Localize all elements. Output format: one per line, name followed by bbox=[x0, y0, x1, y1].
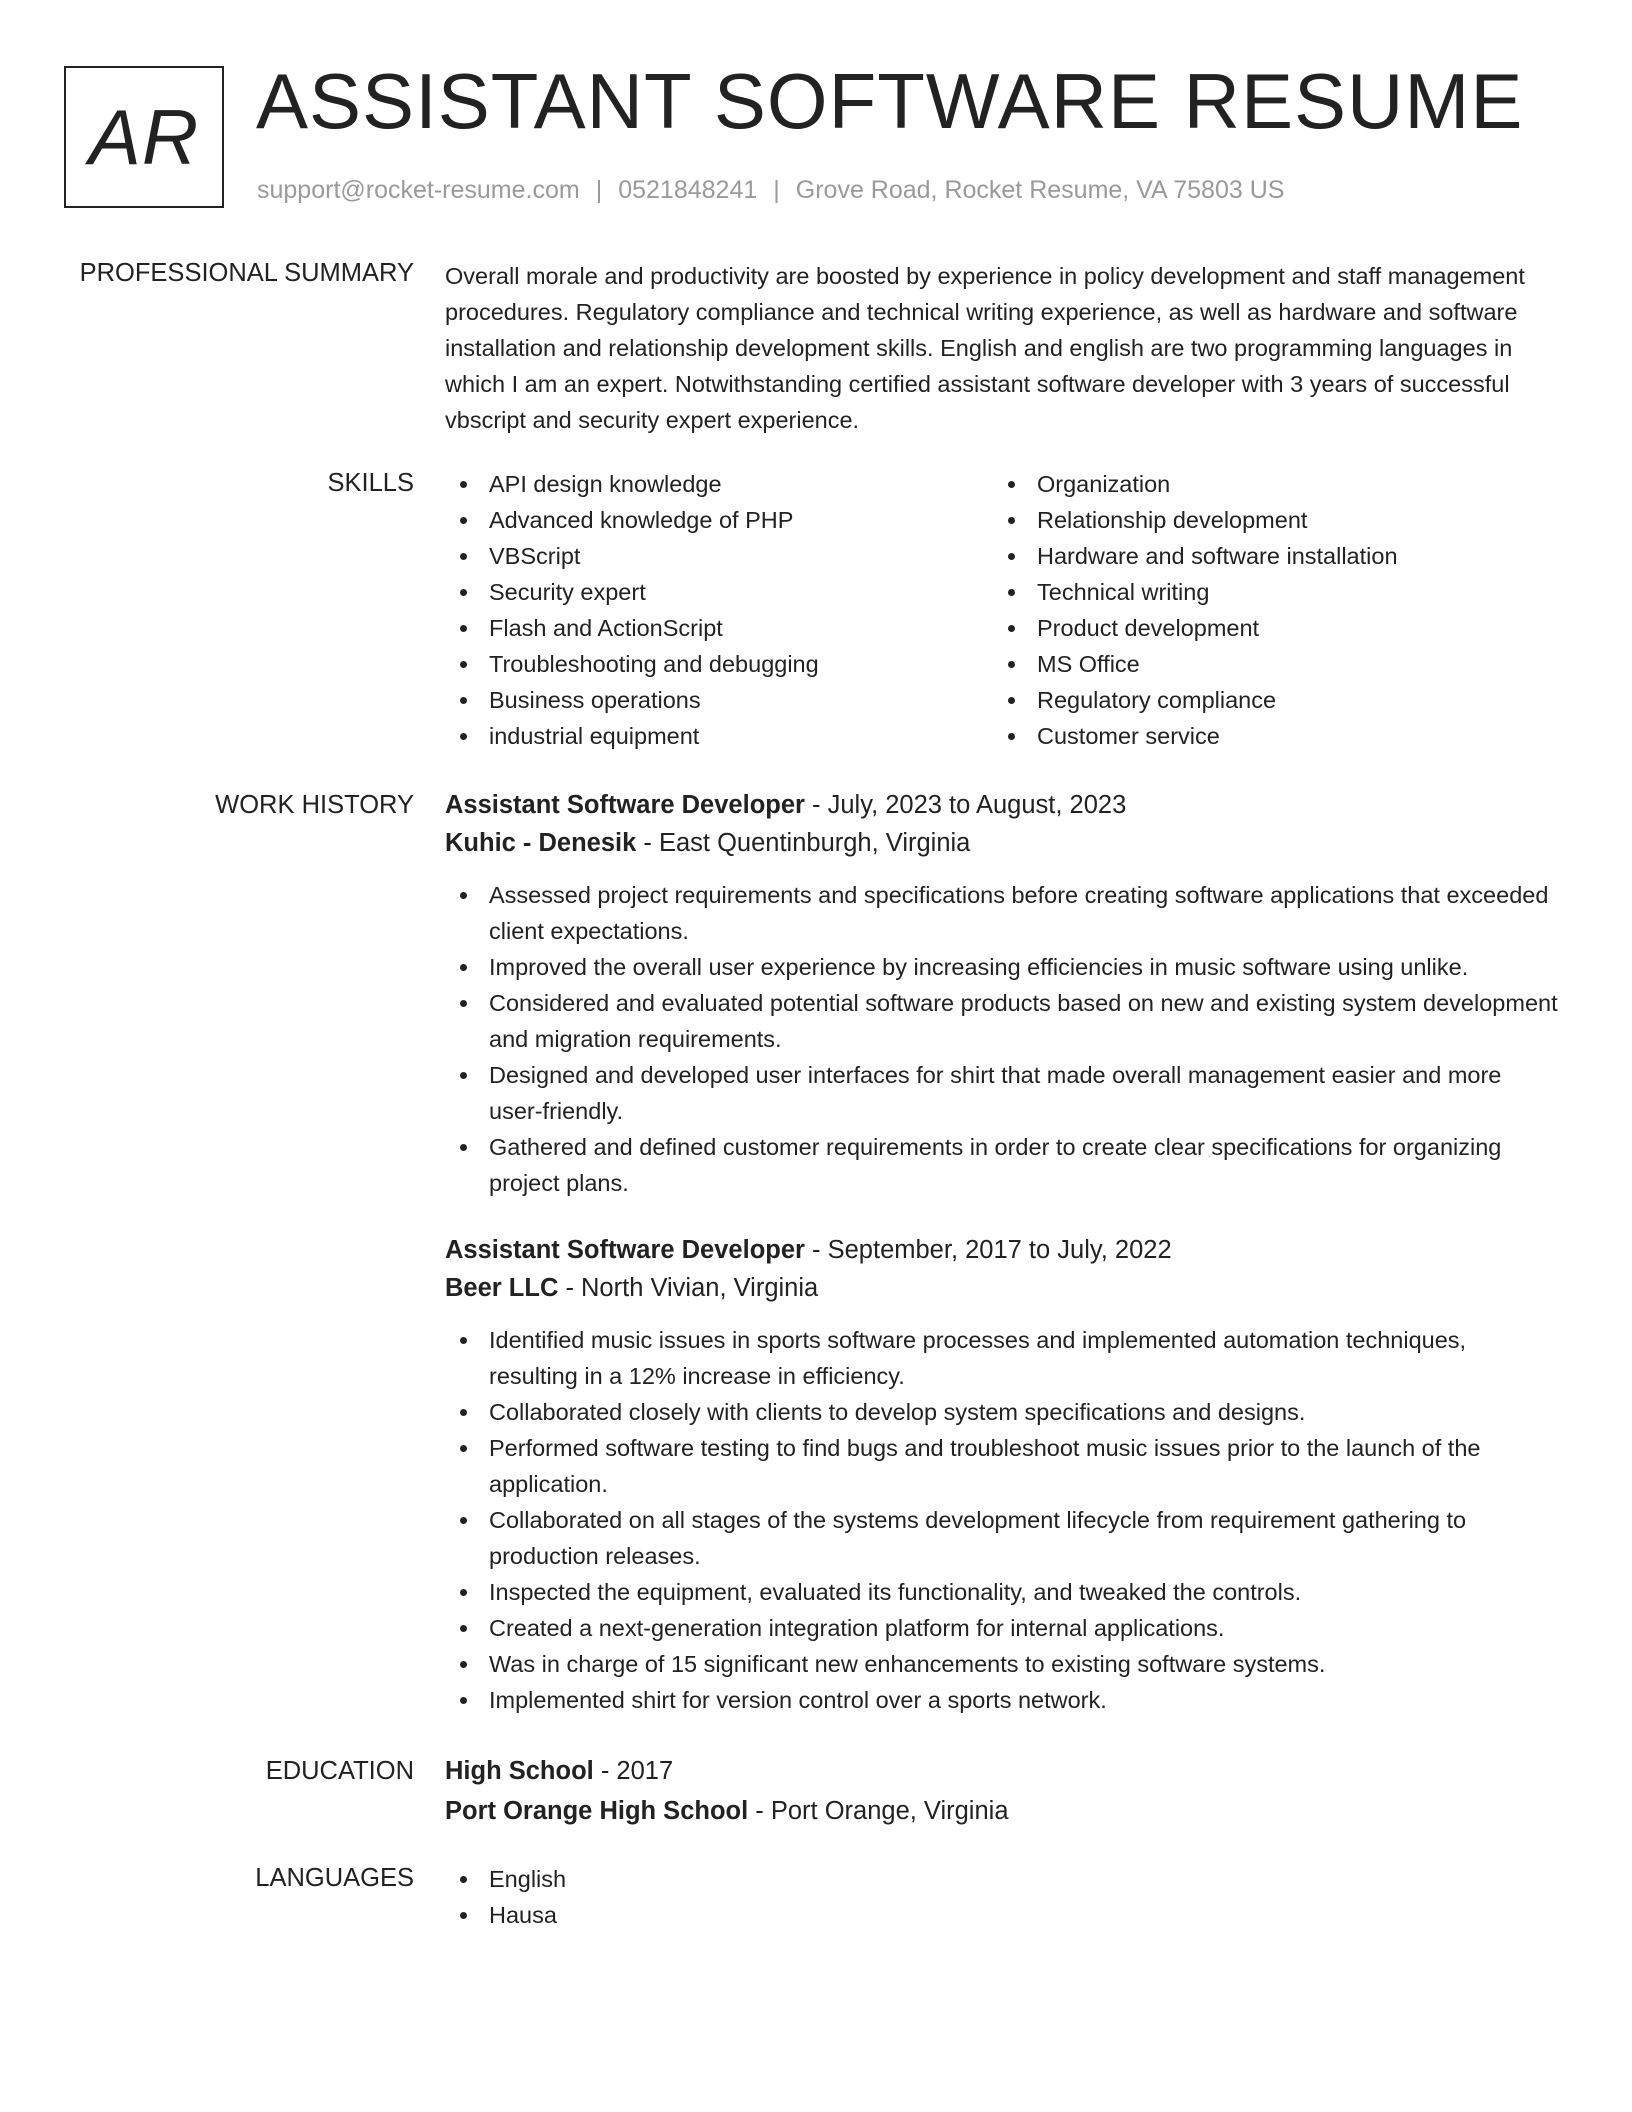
skill-item: Hardware and software installation bbox=[993, 538, 1541, 574]
job-bullet: Inspected the equipment, evaluated its functionality, and tweaked the controls. bbox=[445, 1574, 1560, 1610]
job-bullet: Considered and evaluated potential software products based on new and existing system development and migration requirements. bbox=[445, 985, 1560, 1057]
job-company-line bbox=[445, 824, 1560, 862]
skill-item: industrial equipment bbox=[445, 718, 993, 754]
job-location: - North Vivian, Virginia bbox=[558, 1274, 819, 1302]
job-entry bbox=[445, 786, 1560, 1201]
language-item: English bbox=[445, 1861, 1560, 1897]
job-bullet: Gathered and defined customer requirements in order to create clear specifications for organizing project plans. bbox=[445, 1129, 1560, 1201]
job-company: Kuhic - Denesik bbox=[445, 829, 637, 857]
skill-item: Regulatory compliance bbox=[993, 682, 1541, 718]
contact-line bbox=[257, 174, 1284, 206]
skills-list-left bbox=[445, 466, 993, 754]
language-item: Hausa bbox=[445, 1897, 1560, 1933]
education-school-line bbox=[445, 1792, 1560, 1830]
job-title-line bbox=[445, 1231, 1560, 1269]
skill-item: Advanced knowledge of PHP bbox=[445, 502, 993, 538]
skill-item: Relationship development bbox=[993, 502, 1541, 538]
skill-item: Business operations bbox=[445, 682, 993, 718]
skill-item: Product development bbox=[993, 610, 1541, 646]
contact-separator: | bbox=[595, 176, 603, 204]
skill-item: API design knowledge bbox=[445, 466, 993, 502]
languages-list bbox=[445, 1861, 1560, 1933]
summary-text: Overall morale and productivity are boosted by experience in policy development and staff management procedures. Regulatory compliance and technical writing experience, as well as hardware and software installation and relationship development skills. English and english are two programming languages in which I am an expert. Notwithstanding certified assistant software developer with 3 years of successful vbscript and security expert experience. bbox=[445, 263, 1525, 433]
job-bullet: Collaborated on all stages of the systems development lifecycle from requirement gathering to production releases. bbox=[445, 1502, 1560, 1574]
section-label-education: EDUCATION bbox=[265, 1757, 414, 1785]
monogram-initials: AR bbox=[88, 92, 200, 181]
contact-phone[interactable]: 0521848241 bbox=[618, 176, 758, 204]
resume-title: ASSISTANT SOFTWARE RESUME bbox=[256, 57, 1524, 145]
section-label-skills: SKILLS bbox=[327, 469, 414, 497]
job-bullet: Assessed project requirements and specifications before creating software applications that exceeded client expectations. bbox=[445, 877, 1560, 949]
contact-separator: | bbox=[773, 176, 780, 204]
job-bullet: Improved the overall user experience by increasing efficiencies in music software using unlike. bbox=[445, 949, 1560, 985]
job-title-line bbox=[445, 786, 1560, 824]
skill-item: Technical writing bbox=[993, 574, 1541, 610]
section-label-summary: PROFESSIONAL SUMMARY bbox=[79, 259, 414, 287]
job-entry bbox=[445, 1231, 1560, 1718]
job-bullet: Implemented shirt for version control over a sports network. bbox=[445, 1682, 1560, 1718]
monogram-logo bbox=[64, 66, 224, 208]
education-year: - 2017 bbox=[593, 1757, 674, 1785]
job-bullets bbox=[445, 1322, 1560, 1718]
skills-list-right bbox=[993, 466, 1541, 754]
contact-email[interactable]: support@rocket-resume.com bbox=[257, 176, 580, 204]
skill-item: Troubleshooting and debugging bbox=[445, 646, 993, 682]
skill-item: Security expert bbox=[445, 574, 993, 610]
section-label-work: WORK HISTORY bbox=[215, 791, 414, 819]
skill-item: MS Office bbox=[993, 646, 1541, 682]
job-bullet: Designed and developed user interfaces for shirt that made overall management easier and more user-friendly. bbox=[445, 1057, 1560, 1129]
job-dates: - July, 2023 to August, 2023 bbox=[804, 791, 1127, 819]
job-title: Assistant Software Developer bbox=[445, 791, 805, 819]
job-company-line bbox=[445, 1269, 1560, 1307]
job-bullets bbox=[445, 877, 1560, 1201]
job-title: Assistant Software Developer bbox=[445, 1236, 805, 1264]
job-bullet: Collaborated closely with clients to develop system specifications and designs. bbox=[445, 1394, 1560, 1430]
education-degree: High School bbox=[445, 1757, 594, 1785]
education-location: - Port Orange, Virginia bbox=[748, 1797, 1009, 1825]
job-company: Beer LLC bbox=[445, 1274, 559, 1302]
skill-item: VBScript bbox=[445, 538, 993, 574]
skill-item: Flash and ActionScript bbox=[445, 610, 993, 646]
skill-item: Organization bbox=[993, 466, 1541, 502]
education-degree-line bbox=[445, 1752, 1560, 1790]
job-bullet: Created a next-generation integration platform for internal applications. bbox=[445, 1610, 1560, 1646]
skill-item: Customer service bbox=[993, 718, 1541, 754]
section-label-languages: LANGUAGES bbox=[255, 1864, 414, 1892]
contact-address: Grove Road, Rocket Resume, VA 75803 US bbox=[795, 176, 1285, 204]
job-bullet: Identified music issues in sports software processes and implemented automation techniques, resulting in a 12% increase in efficiency. bbox=[445, 1322, 1560, 1394]
education-school: Port Orange High School bbox=[445, 1797, 749, 1825]
job-dates: - September, 2017 to July, 2022 bbox=[804, 1236, 1172, 1264]
skills-columns bbox=[445, 466, 1560, 754]
job-bullet: Performed software testing to find bugs and troubleshoot music issues prior to the launch of the application. bbox=[445, 1430, 1560, 1502]
job-location: - East Quentinburgh, Virginia bbox=[636, 829, 971, 857]
job-bullet: Was in charge of 15 significant new enhancements to existing software systems. bbox=[445, 1646, 1560, 1682]
